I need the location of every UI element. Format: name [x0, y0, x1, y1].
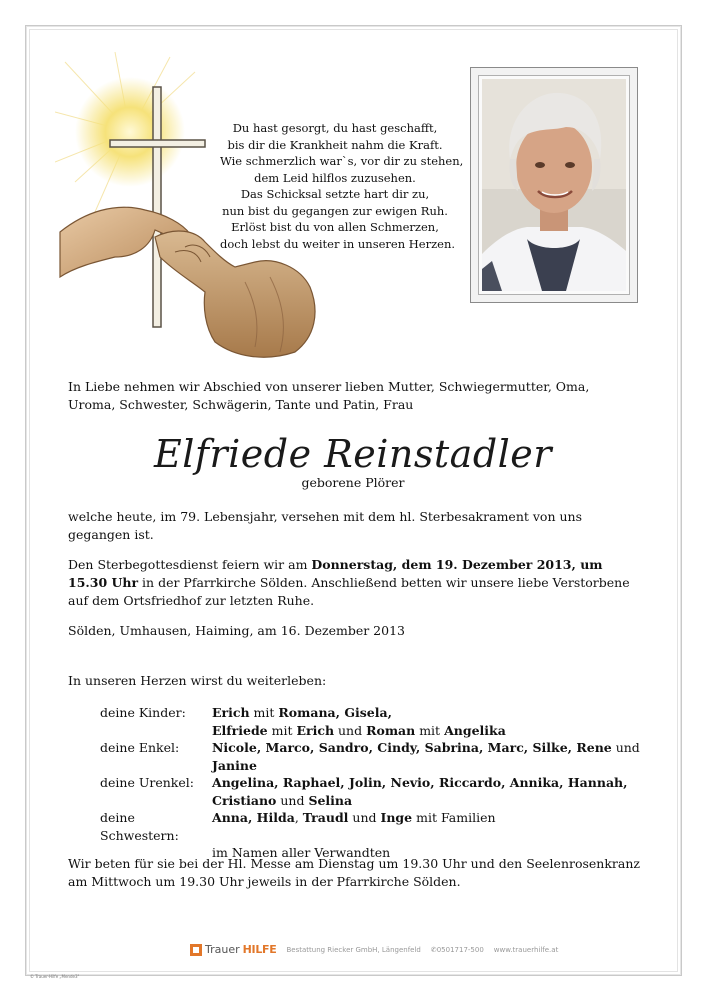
service-date: Donnerstag, dem 19. Dezember 2013, um 15.30 Uhr [68, 557, 603, 590]
memorial-poem [220, 120, 464, 252]
prayer-notice: Wir beten für sie bei der Hl. Messe am Dienstag um 19.30 Uhr und den Seelenrosenkranz am Mittwoch um 19.30 Uhr jeweils in der Pfarrkirche Sölden. [68, 856, 640, 889]
funeral-service [68, 556, 640, 610]
logo-text-accent: HILFE [242, 943, 277, 956]
phone-number: ✆0501717-500 [430, 945, 484, 954]
logo-text: Trauer [205, 943, 240, 956]
hearts-line: In unseren Herzen wirst du weiterleben: [68, 673, 327, 688]
service-text: Den Sterbegottesdienst feiern wir am [68, 557, 312, 572]
place-and-date: Sölden, Umhausen, Haiming, am 16. Dezember 2013 [68, 623, 405, 638]
funeral-company: Bestattung Riecker GmbH, Längenfeld [286, 945, 421, 954]
farewell-intro: In Liebe nehmen wir Abschied von unserer lieben Mutter, Schwiegermutter, Oma, Uroma, Schwester, Schwägerin, Tante und Patin, Frau [68, 379, 590, 412]
family-row-great-grandchildren [100, 774, 660, 792]
family-row-children [100, 704, 660, 722]
family-row-great-grandchildren-2 [100, 792, 660, 810]
poem-line: bis dir die Krankheit nahm die Kraft. [227, 137, 443, 152]
poem-line: Du hast gesorgt, du hast geschafft, [232, 121, 438, 135]
relation-label: deine Urenkel: [100, 775, 194, 790]
poem-line: doch lebst du weiter in unseren Herzen. [220, 236, 456, 251]
family-row-grandchildren [100, 739, 660, 774]
poem-line: dem Leid hilflos zuzusehen. [254, 170, 416, 185]
family-row-children-2 [100, 722, 660, 740]
relation-members: Elfriede mit Erich und Roman mit Angelika [212, 722, 506, 738]
relatives-line: im Namen aller Verwandten [212, 845, 391, 860]
portrait-frame [470, 67, 638, 303]
logo-icon [190, 944, 202, 956]
passing-notice: welche heute, im 79. Lebensjahr, versehen mit dem hl. Sterbesakrament von uns gegangen ist. [68, 509, 582, 542]
relation-members: Anna, Hilda, Traudl und Inge mit Familien [212, 810, 496, 825]
relation-label: deine Kinder: [100, 705, 186, 720]
sun [75, 77, 185, 187]
relation-label-empty [100, 792, 212, 810]
relation-members: Cristiano und Selina [212, 792, 353, 808]
poem-line: Das Schicksal setzte hart dir zu, [240, 187, 430, 201]
relation-members: Angelina, Raphael, Jolin, Nevio, Riccardo, Annika, Hannah, [212, 775, 628, 790]
footer [190, 943, 558, 956]
family-list [100, 704, 660, 862]
trauerhilfe-logo [190, 943, 276, 956]
deceased-name: Elfriede Reinstadler [154, 432, 552, 476]
service-text: in der Pfarrkirche Sölden. Anschließend betten wir unsere liebe Verstorbene auf dem Ortsfriedhof zur letzten Ruhe. [68, 575, 630, 608]
family-row-sisters [100, 809, 660, 844]
portrait-photo [482, 79, 626, 291]
relation-label-empty [100, 722, 212, 740]
relation-members: Erich mit Romana, Gisela, [212, 705, 392, 720]
relation-members: Nicole, Marco, Sandro, Cindy, Sabrina, Marc, Silke, Rene und Janine [212, 740, 640, 773]
copyright: © Trauer-Hilfe „Mende3" [30, 974, 80, 979]
maiden-name: geborene Plörer [301, 475, 405, 490]
poem-line: nun bist du gegangen zur ewigen Ruh. [222, 203, 448, 218]
relation-label: deine Schwestern: [100, 810, 179, 843]
website: www.trauerhilfe.at [493, 945, 559, 954]
relation-label: deine Enkel: [100, 740, 180, 755]
poem-line: Erlöst bist du von allen Schmerzen, [231, 220, 439, 234]
portrait-mat [478, 75, 630, 295]
poem-line: Wie schmerzlich war`s, vor dir zu stehen, [220, 154, 464, 168]
